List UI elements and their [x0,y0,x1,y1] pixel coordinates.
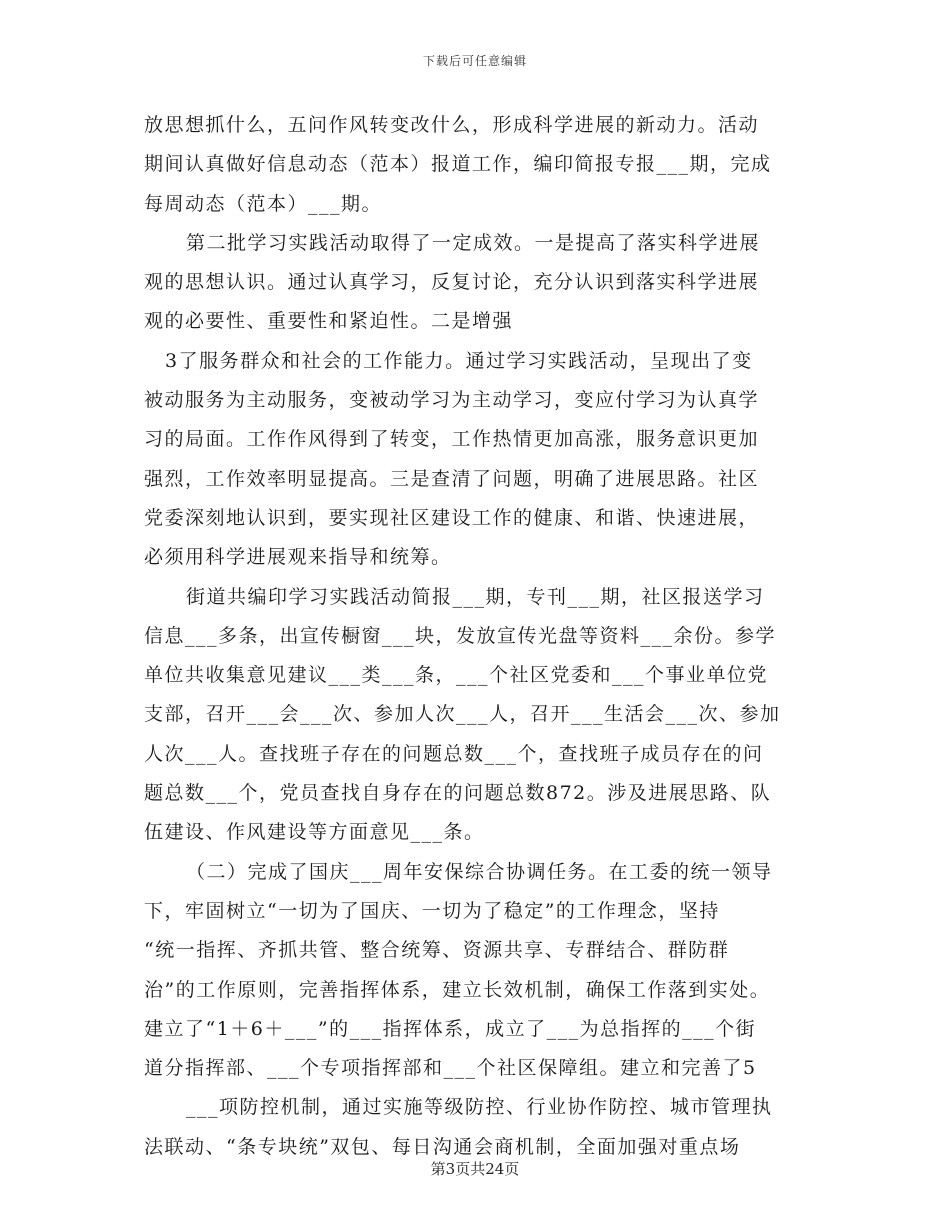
text-line: 下，牢固树立“一切为了国庆、一切为了稳定”的工作理念，坚持 [144,899,720,922]
text-line: 街道共编印学习实践活动简报___期，专刊___期，社区报送学习 [186,585,765,608]
text-line: 信息___多条，出宣传橱窗___块，发放宣传光盘等资料___余份。参学 [144,624,777,647]
text-line: 支部，召开___会___次、参加人次___人，召开___生活会___次、参加 [144,703,781,726]
text-line: ___项防控机制，通过实施等级防控、行业协作防控、城市管理执 [186,1096,773,1119]
page-header: 下载后可任意编辑 [422,54,527,68]
text-line: 被动服务为主动服务，变被动学习为主动学习，变应付学习为认真学 [144,389,760,412]
text-line: 期间认真做好信息动态（范本）报道工作，编印简报专报___期，完成 [144,153,772,176]
document-body [144,106,814,1167]
text-line: 伍建设、作风建设等方面意见___条。 [144,821,485,844]
text-line: “统一指挥、齐抓共管、整合统筹、资源共享、专群结合、群防群 [144,939,730,962]
text-line: 强烈，工作效率明显提高。三是查清了问题，明确了进展思路。社区 [144,467,760,490]
text-line: 建立了“1＋6＋___”的___指挥体系，成立了___为总指挥的___个街 [144,1017,757,1040]
text-line: 治”的工作原则，完善指挥体系，建立长效机制，确保工作落到实处。 [144,978,771,1001]
text-line: （二）完成了国庆___周年安保综合协调任务。在工委的统一领导 [186,860,773,883]
text-line: 观的思想认识。通过认真学习，反复讨论，充分认识到落实科学进展 [144,271,760,294]
page-footer: 第3页共24页 [430,1160,520,1178]
text-line: 3了服务群众和社会的工作能力。通过学习实践活动，呈现出了变 [165,349,753,372]
text-line: 党委深刻地认识到，要实现社区建设工作的健康、和谐、快速进展， [144,506,760,529]
text-line: 观的必要性、重要性和紧迫性。二是增强 [144,310,514,333]
text-line: 必须用科学进展观来指导和统筹。 [144,546,452,569]
text-line: 法联动、“条专块统”双包、每日沟通会商机制，全面加强对重点场 [144,1135,741,1158]
text-line: 第二批学习实践活动取得了一定成效。一是提高了落实科学进展 [186,231,761,254]
text-line: 放思想抓什么，五问作风转变改什么，形成科学进展的新动力。活动 [144,114,760,136]
text-line: 人次___人。查找班子存在的问题总数___个，查找班子成员存在的问 [144,742,764,765]
text-line: 单位共收集意见建议___类___条，___个社区党委和___个事业单位党 [144,664,769,687]
text-line: 道分指挥部、___个专项指挥部和___个社区保障组。建立和完善了5 [144,1057,757,1080]
text-line: 每周动态（范本）___期。 [144,192,383,215]
text-line: 习的局面。工作作风得到了转变，工作热情更加高涨，服务意识更加 [144,428,760,451]
text-line: 题总数___个，党员查找自身存在的问题总数872。涉及进展思路、队 [144,782,772,805]
